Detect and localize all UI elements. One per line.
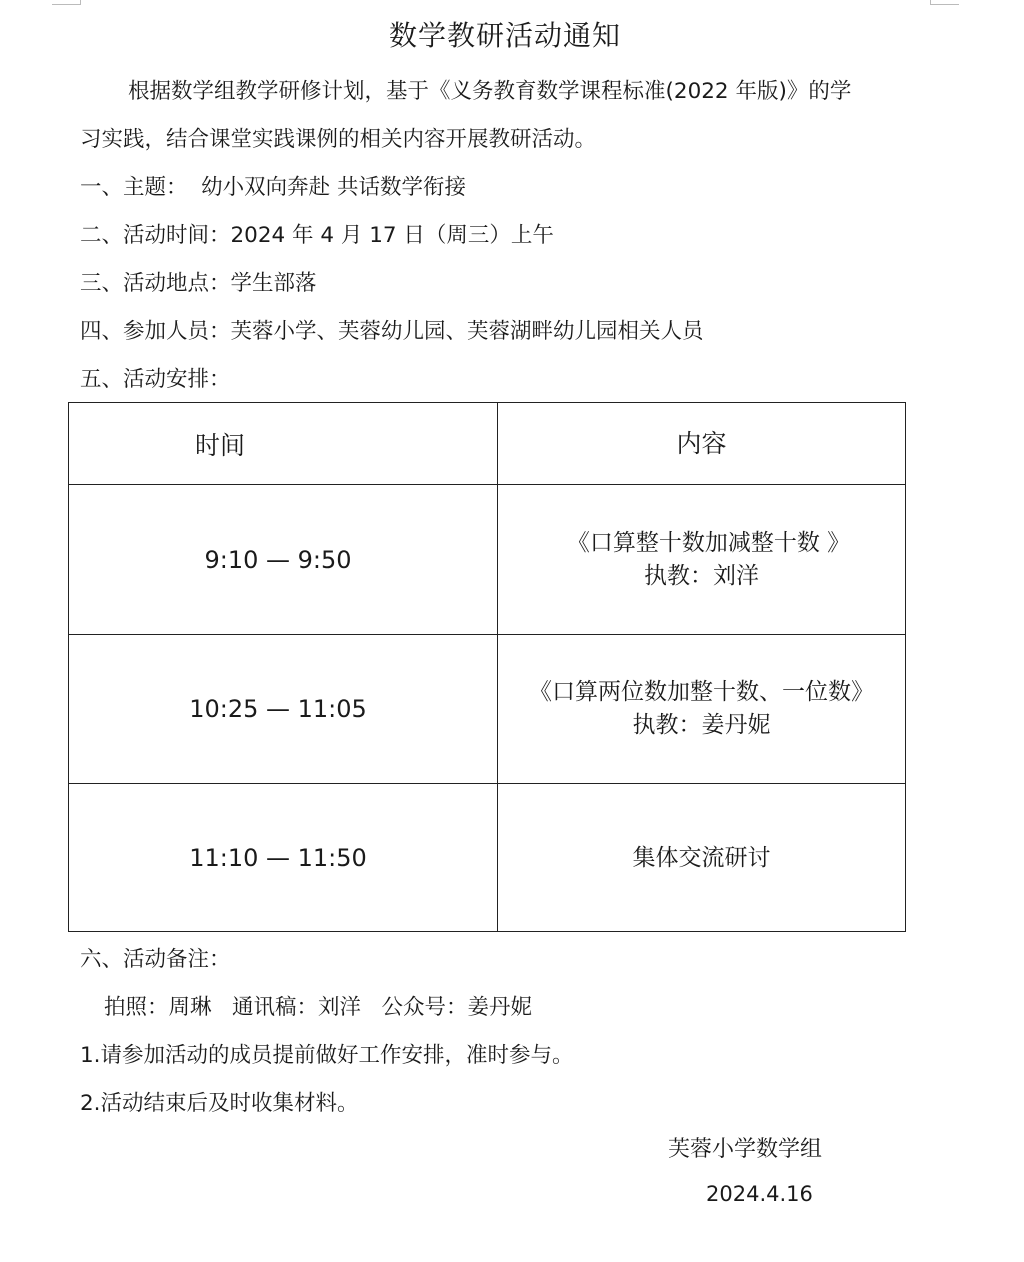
lesson-teacher: 执教：姜丹妮 <box>632 712 771 738</box>
discussion-title: 集体交流研讨 <box>632 844 771 871</box>
signature-date: 2024.4.16 <box>706 1182 813 1206</box>
lesson-title: 《口算两位数加整十数、一位数》 <box>529 679 874 705</box>
content-cell <box>498 635 905 783</box>
table-header-row <box>69 403 905 485</box>
content-cell <box>498 784 905 932</box>
lesson-title: 《口算整十数加减整十数 》 <box>566 529 851 556</box>
content-cell <box>498 485 905 634</box>
header-content-cell: 内容 <box>676 429 727 458</box>
item-place: 三、活动地点：学生部落 <box>80 271 317 296</box>
time-cell <box>69 635 498 783</box>
item-arrangement: 五、活动安排： <box>80 367 231 392</box>
header-time-cell: 时间 <box>69 403 498 484</box>
time-range: 10:25 — 11:05 <box>189 695 367 723</box>
signature-organization: 芙蓉小学数学组 <box>668 1137 823 1162</box>
table-row <box>69 485 905 635</box>
note-1: 1.请参加活动的成员提前做好工作安排，准时参与。 <box>80 1043 574 1068</box>
lesson-teacher: 执教：刘洋 <box>644 562 759 589</box>
page-corner-mark-right <box>930 0 959 5</box>
document-title: 数学教研活动通知 <box>388 19 621 52</box>
table-row <box>69 784 905 932</box>
intro-line-1: 根据数学组教学研修计划，基于《义务教育数学课程标准(2022 年版)》的学 <box>128 79 852 104</box>
item-theme: 一、主题： 幼小双向奔赴 共话数学衔接 <box>80 175 467 200</box>
time-cell <box>69 485 498 634</box>
remarks-detail: 拍照：周琳 通讯稿：刘洋 公众号：姜丹妮 <box>104 995 533 1020</box>
item-remarks: 六、活动备注： <box>80 947 231 972</box>
table-row <box>69 635 905 784</box>
schedule-table <box>68 402 906 932</box>
page-corner-mark-left <box>52 0 81 5</box>
intro-line-2: 习实践，结合课堂实践课例的相关内容开展教研活动。 <box>80 127 597 152</box>
item-time: 二、活动时间：2024 年 4 月 17 日（周三）上午 <box>80 223 554 248</box>
note-2: 2.活动结束后及时收集材料。 <box>80 1091 359 1116</box>
time-cell <box>69 784 498 932</box>
item-participants: 四、参加人员：芙蓉小学、芙蓉幼儿园、芙蓉湖畔幼儿园相关人员 <box>80 319 704 344</box>
time-range: 11:10 — 11:50 <box>189 844 367 872</box>
time-range: 9:10 — 9:50 <box>204 545 352 574</box>
